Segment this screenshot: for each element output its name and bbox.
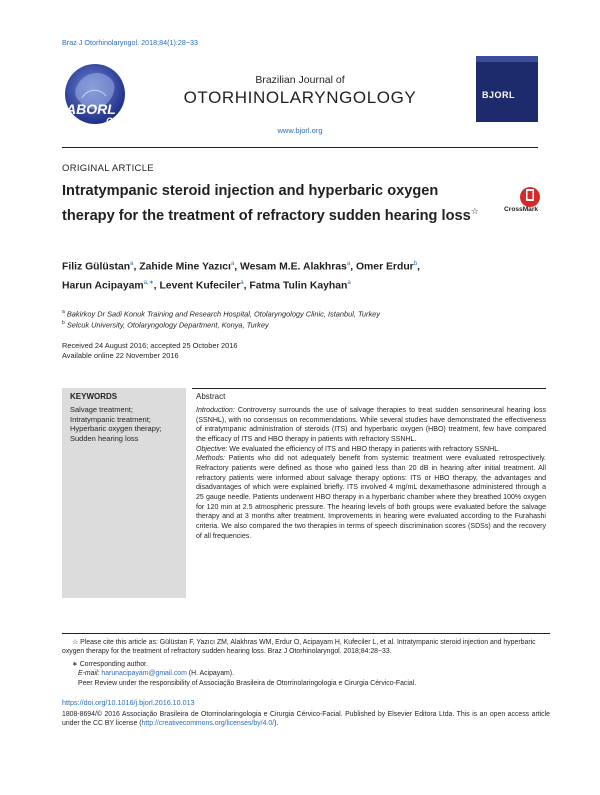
copyright-text: 1808-8694/© 2016 Associação Brasileira de Otorrinolaringologia e Cirurgia Cérvico-Facial. Published by Elsevier Editora Ltda. This is an open access article under the CC BY license ( — [62, 711, 550, 728]
journal-citation: Braz J Otorhinolaryngol. 2018;84(1):28−33 — [62, 38, 199, 47]
affiliation-sup: a — [62, 309, 65, 315]
author-name[interactable]: Levent Kufeciler — [159, 280, 241, 292]
author-affil-sup[interactable]: a — [130, 261, 134, 267]
article-type: ORIGINAL ARTICLE — [62, 163, 154, 174]
copyright-end: ). — [274, 720, 279, 728]
cite-text: Gülüstan F, Yazıcı ZM, Alakhras WM, Erdur O, Acipayam H, Kufeciler L, et al. Intratympanic steroid injection and hyperbaric oxygen therapy for the treatment of refractory sudden hearing loss. Braz J Otorhinolaryngol. 2018;84:28−33. — [62, 639, 536, 656]
peer-review-note — [62, 679, 550, 688]
peer-review-text: Peer Review under the responsibility of Associação Brasileira de Otorrinolaringologia e Cirurgia Cérvico-Facial. — [78, 680, 417, 687]
article-title-text: Intratympanic steroid injection and hyperbaric oxygen therapy for the treatment of refractory sudden hearing loss — [62, 183, 471, 224]
introduction-label: Introduction: — [196, 407, 235, 414]
email-label: E-mail: — [78, 670, 100, 677]
footnote-divider — [62, 633, 550, 634]
author-name[interactable]: Omer Erdur — [355, 261, 414, 273]
affiliation-text: Selcuk University, Otolaryngology Department, Konya, Turkey — [66, 320, 269, 330]
abstract-body — [196, 406, 546, 541]
affiliation-sup: b — [62, 320, 65, 326]
article-title — [62, 181, 482, 226]
methods-label: Methods: — [196, 455, 225, 463]
author-affil-sup[interactable]: a — [230, 261, 235, 267]
citation-footnote — [62, 638, 550, 657]
license-link[interactable]: http://creativecommons.org/licenses/by/4.0/ — [141, 720, 275, 728]
email-owner: (H. Acipayam). — [186, 670, 234, 677]
online-date: Available online 22 November 2016 — [62, 351, 179, 360]
abstract-introduction — [196, 406, 546, 445]
author-name[interactable]: Filiz Gülüstan — [62, 261, 131, 273]
corr-mark: ∗ — [72, 661, 78, 668]
keywords-list — [70, 405, 182, 443]
logo-text: ABORL — [66, 101, 116, 117]
journal-cover-image — [476, 56, 538, 140]
keyword-item: Salvage treatment; — [70, 405, 133, 414]
objective-label: Objective: — [196, 445, 228, 453]
objective-text: We evaluated the efficiency of ITS and HBO therapy in patients with refractory SSNHL. — [227, 445, 501, 453]
crossmark-icon — [518, 186, 542, 208]
abstract-objective — [196, 445, 546, 455]
author-name[interactable]: Fatma Tulin Kayhan — [249, 280, 348, 292]
keyword-item: Intratympanic treatment; — [70, 414, 151, 424]
affiliation — [62, 320, 269, 329]
author-name[interactable]: Wesam M.E. Alakhras — [240, 261, 347, 273]
logo-subtext: CCF — [106, 116, 125, 126]
author-affil-sup[interactable]: a — [346, 261, 351, 267]
journal-url-link[interactable]: www.bjorl.org — [277, 126, 323, 135]
author-affil-sup[interactable]: b — [413, 261, 418, 267]
keyword-item: Hyperbaric oxygen therapy; — [70, 424, 162, 434]
doi-link[interactable]: https://doi.org/10.1016/j.bjorl.2016.10.013 — [62, 698, 195, 707]
cite-label: Please cite this article as: — [80, 639, 158, 646]
crossmark-label: CrossMark — [504, 206, 539, 213]
received-date: Received 24 August 2016; accepted 25 October 2016 — [62, 341, 238, 350]
cover-bottom-strip — [476, 122, 538, 140]
author-list: Filiz Gülüstan$^a$, Zahide Mine Yazıcı$^a$, Wesam M.E. Alakhras$^a$, Omer Erdur$^b$, Harun Acipayam$^{a,∗}$, Levent Kufeciler$^a$, Fatma Tulin Kayhan$^a$ — [62, 261, 420, 292]
keyword-item: Sudden hearing loss — [70, 433, 139, 443]
abstract-methods — [196, 454, 546, 541]
crossmark-badge[interactable] — [504, 186, 564, 214]
cover-top-bar — [476, 56, 538, 62]
author-affil-sup[interactable]: a,∗ — [143, 280, 154, 287]
affiliation — [62, 309, 380, 318]
author-affil-sup[interactable]: a — [240, 280, 244, 287]
cover-title: BJORL — [482, 90, 516, 100]
copyright-notice — [62, 710, 550, 729]
affiliation-text: Bakirkoy Dr Sadi Konuk Training and Research Hospital, Otolaryngology Clinic, Istanbul, Turkey — [66, 309, 380, 319]
corr-label: Corresponding author. — [79, 661, 148, 668]
corresponding-author — [62, 660, 550, 669]
keywords-heading: KEYWORDS — [70, 392, 118, 401]
methods-text: Patients who did not adequately benefit from systemic treatment were evaluated retrospectively. Refractory patients were defined as those who gained less than 20 dB in hearing after initial treatment. All refractory patients were informed about salvage therapy options: ITS or HBO therapy, the advantages and disadvantages of which were explained briefly. ITS involved 4 mg/mL dexamethasone administered through a 25 gauge needle. Patients underwent HBO therapy in a hyperbaric chamber where they breathed 100% oxygen for 120 min at 2.5 atmospheric pressure. The hearing levels of both groups were evaluated before the salvage therapy and at 3 months after treatment. Improvements in hearing were evaluated according to the Furahashi criteria. We also compared the two therapies in terms of speech discrimination scores (SDSs) and the recovery of all frequencies. — [196, 455, 546, 540]
journal-name-line2: OTORHINOLARYNGOLOGY — [183, 88, 417, 107]
author-name[interactable]: Harun Acipayam — [62, 280, 144, 292]
cite-footnote-mark: ☆ — [72, 639, 79, 646]
journal-name-line1: Brazilian Journal of — [255, 74, 345, 86]
email-line — [62, 669, 550, 678]
author-name[interactable]: Zahide Mine Yazıcı — [139, 261, 231, 273]
author-affil-sup[interactable]: a — [347, 280, 351, 287]
email-link[interactable]: harunacipayam@gmail.com — [101, 670, 187, 677]
title-footnote-mark[interactable]: ☆ — [470, 206, 479, 216]
abstract-heading: Abstract — [196, 392, 226, 401]
introduction-text: Controversy surrounds the use of salvage therapies to treat sudden sensorineural hearing loss (SSNHL), with no consensus on recommendations. While several studies have demonstrated the effectiveness of intratympanic administration of steroids (ITS) and hyperbaric oxygen (HBO) treatment, few have compared the efficacy of ITS and HBO therapy in patients with refractory SSNHL. — [196, 407, 546, 443]
